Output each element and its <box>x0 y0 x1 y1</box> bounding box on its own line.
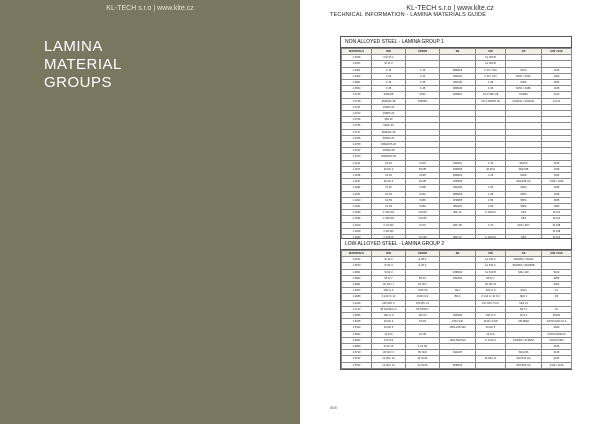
table-cell: 040A15 <box>440 160 476 166</box>
table-cell: 100 Cr 6 <box>372 313 406 319</box>
table-cell: S35C <box>506 80 542 86</box>
table-cell: X 210 Cr 13 KU <box>476 294 506 300</box>
table-cell: SM490A / SM490B <box>506 263 542 269</box>
table-cell: SNC415 (H) <box>506 356 542 362</box>
table-cell: 35 NC6 <box>406 350 440 356</box>
table-cell: 1.0737 <box>342 129 372 135</box>
column-header: BS <box>440 251 476 257</box>
table-cell: 080M24 <box>440 173 476 179</box>
table-cell: 16 Mo 3 <box>372 319 406 325</box>
table-cell: BW 1B <box>440 222 476 228</box>
table-cell: 45SMnPb 20 <box>372 142 406 148</box>
table-cell: 3415 / 3310 <box>542 362 572 368</box>
table-cell: 1.0144 <box>342 257 372 263</box>
non-alloyed-steel-section <box>340 36 572 242</box>
table-cell: 080M46 <box>440 86 476 92</box>
table-cell: E 28-3 <box>406 257 440 263</box>
right-brand-header[interactable]: KL-TECH s.r.o | www.klte.cz <box>406 5 494 12</box>
table-cell: 1.1167 <box>342 179 372 185</box>
table-cell: 10SPb 20 <box>372 111 406 117</box>
table-cell: 1.0904 <box>342 275 372 281</box>
table-cell: 1039 <box>542 166 572 172</box>
table-cell: C 45 <box>372 86 406 92</box>
table-cell: CF 9 SMn 28 <box>476 92 506 98</box>
table-cell <box>476 362 506 368</box>
table-cell: C 60 <box>476 204 506 210</box>
table-cell: 1.1546 <box>342 216 372 222</box>
table-cell: 1335 / 1330 <box>542 179 572 185</box>
table-cell: SNC815 (H) <box>506 362 542 368</box>
left-brand-header[interactable]: KL-TECH s.r.o | www.klte.cz <box>106 5 194 12</box>
table-cell: 16 Mo 5 <box>476 325 506 331</box>
table-cell: X 210 Cr 12 <box>372 294 406 300</box>
table-cell: 14 Ni 6 <box>372 331 406 337</box>
table-cell: Ck 45 <box>372 191 406 197</box>
table-cell: 9262 <box>542 282 572 288</box>
table-cell: SNC236 <box>506 350 542 356</box>
table-cell: 1.3505 <box>342 313 372 319</box>
table-cell: 107 WCr 5 KU <box>476 300 506 306</box>
table-cell: 16 N6 <box>406 331 440 337</box>
table-cell: 5120 <box>542 269 572 275</box>
table-cell: 14 NiCr 10 <box>372 356 406 362</box>
table-cell: 12 Ni 19 <box>372 344 406 350</box>
table-cell: SL9N53 / SL9N60 <box>506 337 542 343</box>
table-cell: 080A62 <box>440 204 476 210</box>
table-cell: S15C <box>506 67 542 73</box>
table-cell: 1.1625 <box>342 228 372 234</box>
table-cell: 3415 <box>542 356 572 362</box>
table-cell: ASTM A350LF5 <box>542 331 572 337</box>
table-cell: C 105 W1 <box>372 210 406 216</box>
table-cell: 1.2713 <box>342 306 372 312</box>
table-cell: 12 NC15 <box>406 362 440 368</box>
table-cell: 1501-509-510 <box>440 337 476 343</box>
table-cell: C 20 / C21 <box>476 73 506 79</box>
table-cell: 1.1183 <box>342 185 372 191</box>
table-cell: 1.0841 <box>342 269 372 275</box>
table-cell: 40 Mn 4 <box>372 166 406 172</box>
table-cell: 150M36 <box>440 179 476 185</box>
table-cell: S250Pb <box>406 98 440 104</box>
table-cell: C 80 W2 <box>372 228 406 234</box>
table-cell: S58C <box>506 204 542 210</box>
table-cell: W 108 <box>542 228 572 234</box>
table-cell: 105 WC 13 <box>406 300 440 306</box>
table-cell: SUM22 <box>506 92 542 98</box>
column-header: DIN <box>372 49 406 55</box>
table-cell: C 45 <box>406 86 440 92</box>
table-cell: C 35 <box>476 80 506 86</box>
table-cell: 1015 <box>542 160 572 166</box>
table-cell: 150M36 <box>440 166 476 172</box>
table-cell: 4520 <box>542 325 572 331</box>
table-cell: 1.0718 <box>342 98 372 104</box>
table-cell: S25C <box>506 173 542 179</box>
table-cell: 1.5423 <box>342 325 372 331</box>
table-cell: 36 NiCr 6 <box>372 350 406 356</box>
table-cell: SUJ 2 <box>506 313 542 319</box>
table-cell: 1.5415 <box>342 319 372 325</box>
table-cell: 1.2067 <box>342 288 372 294</box>
table-cell: S45C <box>506 191 542 197</box>
table-cell: 1.1221 <box>342 204 372 210</box>
table-cell: Z 18 N5 <box>406 344 440 350</box>
table-cell: SMn438 (H) <box>506 179 542 185</box>
table-cell: XC60 <box>406 204 440 210</box>
table-cell: 640A35 <box>440 350 476 356</box>
table-cell: 1.5710 <box>342 350 372 356</box>
table-cell: 60 SiCr 8 <box>476 282 506 288</box>
table-cell: C 15 / C16 <box>476 67 506 73</box>
table-cell: Cf 35 <box>372 185 406 191</box>
table-cell: 100 C6 <box>406 313 440 319</box>
table-cell: C 15 <box>372 67 406 73</box>
column-header: JIS <box>506 49 542 55</box>
table-cell: XC15 <box>406 160 440 166</box>
table-cell: L6 <box>542 306 572 312</box>
table-cell: 14 Ni 6 <box>476 331 506 337</box>
table-cell: 1020 <box>542 73 572 79</box>
table-cell: Z200 C12 <box>406 294 440 300</box>
table-cell: 16 Mo 5 <box>372 325 406 331</box>
table-cell: 1.0726 <box>342 117 372 123</box>
table-cell: C 35 <box>372 80 406 86</box>
table-cell: 40 Mn4 <box>476 166 506 172</box>
table-cell: 050A20 <box>440 73 476 79</box>
page-subtitle: TECHNICAL INFORMATION - LAMINA MATERIALS GUIDE <box>330 12 487 18</box>
table-cell: 12L13 <box>542 98 572 104</box>
table-cell: 1.2419 <box>342 300 372 306</box>
table-cell: 55 Si 7 <box>476 275 506 281</box>
table-cell: Ck 60 <box>372 204 406 210</box>
table-cell: XC25 <box>406 173 440 179</box>
table-cell: S20C / S22C <box>506 73 542 79</box>
table-cell: 1.0036 <box>342 55 372 61</box>
table-cell: C 35 <box>476 185 506 191</box>
table-cell: CF 9 SMnPb 28 <box>476 98 506 104</box>
table-cell: 16 Mo 3 KW <box>476 319 506 325</box>
table-cell: 14 NC11 <box>406 356 440 362</box>
table-cell: 9SMn28 <box>372 92 406 98</box>
section-title: NON ALLOYED STEEL - LAMINA GROUP 1 <box>341 37 571 48</box>
table-cell: 16 NiCr 11 <box>476 356 506 362</box>
table-cell: 1.0503 <box>342 86 372 92</box>
column-header: MATERIALS <box>342 49 372 55</box>
table-cell: SUM22L / SUM24L <box>506 98 542 104</box>
table-cell: C 45 <box>476 86 506 92</box>
table-cell: 9SMnPb 36 <box>372 129 406 135</box>
table-cell: 1.0721 <box>342 104 372 110</box>
table-cell: 9SMnPb 28 <box>372 98 406 104</box>
table-cell: 60 SC7 <box>406 282 440 288</box>
table-cell: SKD 1 <box>506 294 542 300</box>
table-cell: XC42 <box>406 191 440 197</box>
table-cell: 535A99 <box>440 313 476 319</box>
table-cell: 55 Si 7 <box>372 275 406 281</box>
table-cell: 1.0763 <box>342 154 372 160</box>
table-cell: 1045 <box>542 86 572 92</box>
table-cell: D3 <box>542 294 572 300</box>
table-cell: 1.0722 <box>342 111 372 117</box>
table-cell: C 35 <box>406 80 440 86</box>
table-cell: C 15 <box>476 160 506 166</box>
table-cell: 1.1203 <box>342 197 372 203</box>
table-row <box>342 362 572 368</box>
column-header: AISI / SAE <box>542 251 572 257</box>
table-cell: X 8 Ni 9 <box>372 337 406 343</box>
cover-title <box>44 38 122 92</box>
table-cell: 10SPb 20 <box>372 104 406 110</box>
column-header: BS <box>440 49 476 55</box>
table-cell: 55 NiCrMoV 6 <box>372 306 406 312</box>
table-cell: 230M07 <box>440 92 476 98</box>
table-cell: 1.0401 <box>342 67 372 73</box>
table-cell: Fe 510 B <box>476 269 506 275</box>
table-cell: S15CK <box>506 160 542 166</box>
table-cell: 35SPb 20 <box>372 135 406 141</box>
table-cell: Fe 510 C <box>476 263 506 269</box>
cover-title-line: LAMINA <box>44 38 103 55</box>
table-cell: 1.5752 <box>342 362 372 368</box>
materials-table <box>341 48 572 241</box>
table-cell: SUJ2 <box>506 288 542 294</box>
table-cell: 1.1191 <box>342 191 372 197</box>
table-cell: 1.5680 <box>342 344 372 350</box>
table-cell: SK3 <box>506 216 542 222</box>
table-cell: 1.5622 <box>342 331 372 337</box>
table-cell: C 70 W2 <box>372 222 406 228</box>
table-cell: C 70 <box>476 222 506 228</box>
table-cell: S55C <box>506 197 542 203</box>
table-cell: C 100 KU <box>476 210 506 216</box>
table-cell: 1035 <box>542 185 572 191</box>
table-cell: 1501-240 <box>440 319 476 325</box>
table-cell: C 15 <box>406 67 440 73</box>
table-cell: S45C / S48C <box>506 86 542 92</box>
table-cell: 9255 <box>542 275 572 281</box>
table-cell: 1.5662 <box>342 337 372 343</box>
table-cell: XC55 <box>406 197 440 203</box>
table-cell: 35S 20 <box>372 117 406 123</box>
table-cell: 655M13 <box>440 362 476 368</box>
table-cell: SMn 420 <box>506 269 542 275</box>
table-cell: 60 SiCr 7 <box>372 282 406 288</box>
table-cell: St 52-3 <box>372 263 406 269</box>
table-cell: SB 450M <box>506 319 542 325</box>
table-cell: 1.1158 <box>342 173 372 179</box>
table-cell: 070M55 <box>440 197 476 203</box>
column-header: UNI <box>476 49 506 55</box>
table-cell: 250A53 <box>440 275 476 281</box>
table-cell: 1.0570 <box>342 263 372 269</box>
table-cell: 060A35 <box>440 185 476 191</box>
table-cell: C 22 <box>372 73 406 79</box>
table-cell: 1.0037 <box>342 61 372 67</box>
table-cell: 1.0760 <box>342 142 372 148</box>
table-cell: St 37-2 <box>372 61 406 67</box>
table-cell: 1.1141 <box>342 160 372 166</box>
cover-title-line: GROUPS <box>44 74 113 91</box>
table-cell: 100 Cr 6 <box>476 288 506 294</box>
table-cell: 1.0715 <box>342 92 372 98</box>
table-cell: 1.0736 <box>342 123 372 129</box>
table-cell: 1.1620 <box>342 222 372 228</box>
table-cell: 1.1157 <box>342 166 372 172</box>
table-cell: W 110 <box>542 216 572 222</box>
table-cell: L3 <box>542 288 572 294</box>
table-cell: 55 NCDV7 <box>406 306 440 312</box>
table-cell: E 36-3 <box>406 263 440 269</box>
table-cell: 1055 <box>542 197 572 203</box>
table-cell: XC38 <box>406 185 440 191</box>
table-cell: SM400A / SS400 <box>506 257 542 263</box>
materials-table <box>341 250 572 369</box>
table-cell: X 10 Ni 9 <box>476 337 506 343</box>
table-cell: 080M46 <box>440 191 476 197</box>
column-header: UNI <box>476 251 506 257</box>
table-cell: W 110 <box>542 210 572 216</box>
table-cell: SKT 4 <box>506 306 542 312</box>
table-cell: XC70 <box>406 222 440 228</box>
table-cell: 15 D3 <box>406 319 440 325</box>
table-cell: 40 M5 <box>406 179 440 185</box>
table-cell: Fe 360 B <box>476 55 506 61</box>
table-cell: S35C <box>506 185 542 191</box>
table-cell: 36 Mn 5 <box>372 179 406 185</box>
table-cell: Ck 55 <box>372 197 406 203</box>
cover-title-line: MATERIAL <box>44 56 122 73</box>
table-cell: 1.2080 <box>342 294 372 300</box>
table-cell: SK6 / SK7 <box>506 222 542 228</box>
table-cell: C 105 W1 <box>372 216 406 222</box>
table-cell: BW 1A <box>440 210 476 216</box>
table-cell: 35 M5 <box>406 166 440 172</box>
page-number: 508 <box>330 405 337 410</box>
table-cell: SMn438 <box>506 166 542 172</box>
table-cell: ASTM A204 Gr.A <box>542 319 572 325</box>
table-cell: 1045 <box>542 191 572 197</box>
table-cell: BD 3 <box>440 294 476 300</box>
table-cell: Fe 360 B <box>476 61 506 67</box>
table-cell: C 22 <box>406 73 440 79</box>
table-cell: 1503-245-420 <box>440 325 476 331</box>
table-cell: C 55 <box>476 197 506 203</box>
table-cell: 100 Cr 6 <box>372 288 406 294</box>
table-cell: 150M19 <box>440 269 476 275</box>
table-cell: 1.0402 <box>342 73 372 79</box>
table-cell: XC105 <box>406 210 440 216</box>
table-cell: 9SMn 36 <box>372 123 406 129</box>
table-cell: ASTM A353 <box>542 337 572 343</box>
column-header: DIN <box>372 251 406 257</box>
table-cell: St 44-2 <box>372 257 406 263</box>
table-cell: W 108 <box>542 222 572 228</box>
table-cell: 45SMnPb 28 <box>372 154 406 160</box>
table-cell: S250 <box>406 92 440 98</box>
column-header: AFNOR <box>406 251 440 257</box>
table-cell: 1.0501 <box>342 80 372 86</box>
table-cell: 1.0756 <box>342 135 372 141</box>
table-cell: C 25 <box>476 173 506 179</box>
table-cell: St 52-3 <box>372 269 406 275</box>
low-alloyed-steel-section <box>340 238 572 370</box>
table-cell: 1035 <box>542 80 572 86</box>
table-cell: Y100 C6 <box>406 288 440 294</box>
column-header: AISI / SAE <box>542 49 572 55</box>
table-cell: 2515 <box>542 344 572 350</box>
table-cell: Ck 25 <box>372 173 406 179</box>
table-cell: Ck 15 <box>372 160 406 166</box>
table-cell: 44SMn 28 <box>372 148 406 154</box>
table-cell: SK3 <box>506 210 542 216</box>
table-cell: 1.1545 <box>342 210 372 216</box>
table-cell: 060A35 <box>440 80 476 86</box>
table-cell: XC105 <box>406 216 440 222</box>
table-cell: 105 WCr 6 <box>372 300 406 306</box>
table-cell: 1.5732 <box>342 356 372 362</box>
table-cell: 1015 <box>542 67 572 73</box>
column-header: MATERIALS <box>342 251 372 257</box>
column-header: JIS <box>506 251 542 257</box>
table-cell: 1060 <box>542 204 572 210</box>
table-cell: 100 Cr 6 <box>476 313 506 319</box>
table-cell: 14 NiCr 14 <box>372 362 406 368</box>
table-cell: 1213 <box>542 92 572 98</box>
table-cell: 52100 <box>542 313 572 319</box>
column-header: AFNOR <box>406 49 440 55</box>
table-cell: BL3 <box>440 288 476 294</box>
table-cell: 3135 <box>542 350 572 356</box>
right-content-page <box>300 0 600 424</box>
table-cell: 080M15 <box>440 67 476 73</box>
table-cell: C 45 <box>476 191 506 197</box>
table-cell: SKS 31 <box>506 300 542 306</box>
table-cell: USt 37-2 <box>372 55 406 61</box>
table-cell: 1.0961 <box>342 282 372 288</box>
table-cell: 1025 <box>542 173 572 179</box>
table-cell: 1.0762 <box>342 148 372 154</box>
table-cell: 55 S7 <box>406 275 440 281</box>
section-title: LOW ALLOYED STEEL - LAMINA GROUP 2 <box>341 239 571 250</box>
table-cell: Fe 430 C <box>476 257 506 263</box>
